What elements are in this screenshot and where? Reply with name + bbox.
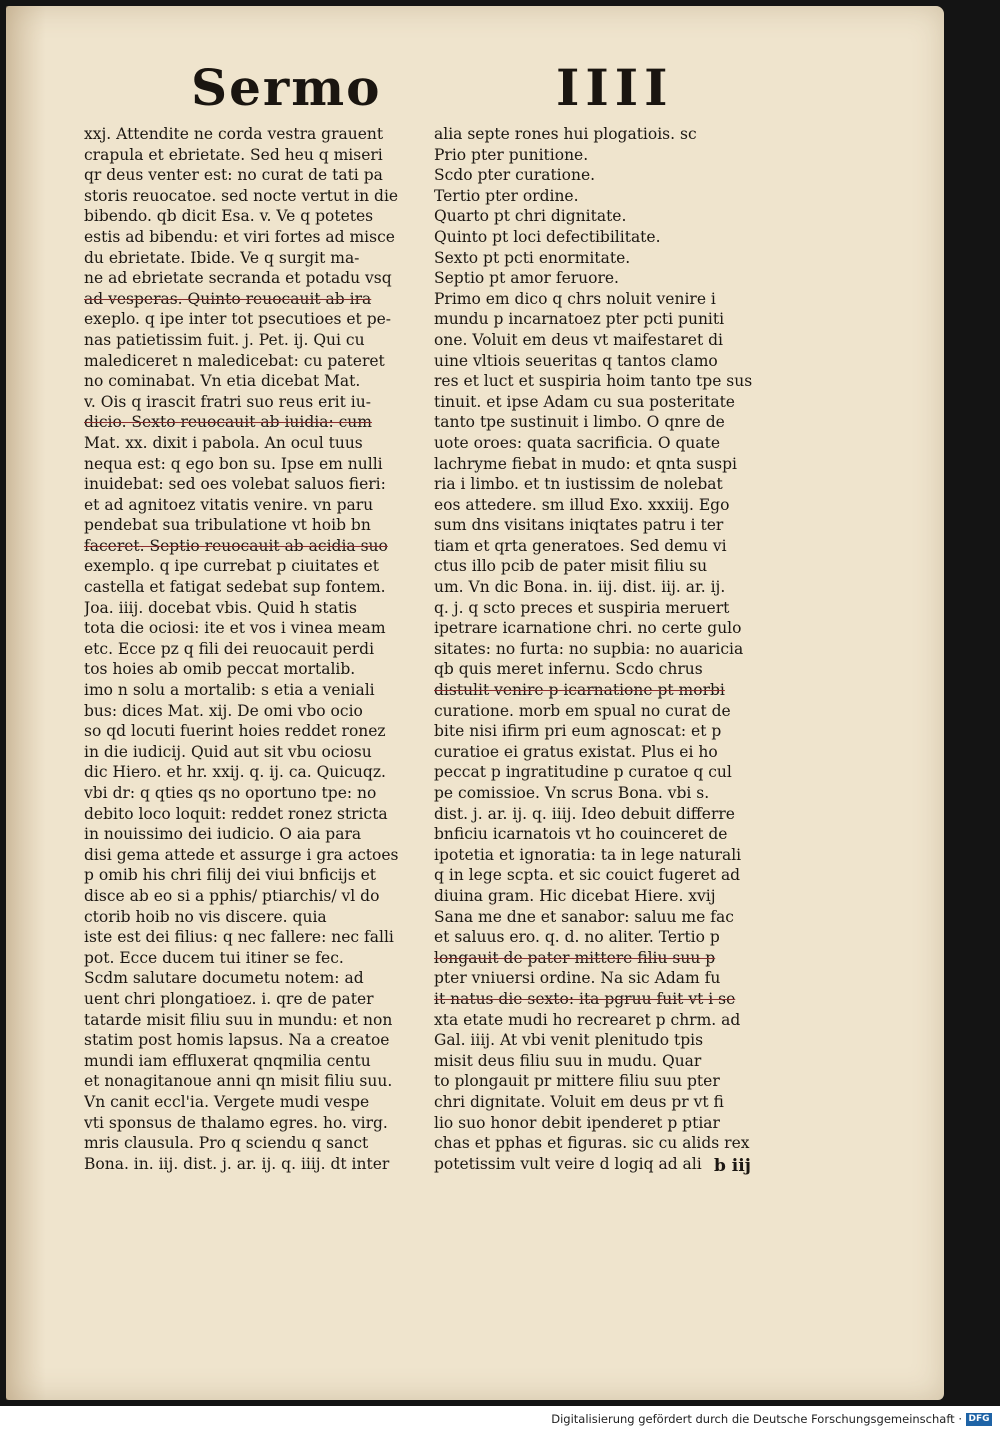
signature-mark: b iij	[714, 1156, 751, 1176]
text-column-right	[434, 124, 779, 1174]
text-line: Quarto pt chri dignitate.	[434, 207, 627, 226]
text-line: iste est dei filius: q nec fallere: nec falli	[84, 928, 394, 947]
text-line: bnficiu icarnatois vt ho couinceret de	[434, 825, 728, 844]
text-line: Tertio pter ordine.	[434, 186, 579, 205]
text-line: statim post homis lapsus. Na a creatoe	[84, 1031, 390, 1050]
text-line: it natus die sexto: ita pgruu fuit vt i se	[434, 989, 736, 1008]
text-line: tinuit. et ipse Adam cu sua posteritate	[434, 392, 735, 411]
text-line: du ebrietate. Ibide. Ve q surgit ma-	[84, 248, 360, 267]
text-line: q. j. q scto preces et suspiria meruert	[434, 598, 730, 617]
text-line: uote oroes: quata sacrificia. O quate	[434, 433, 721, 452]
text-line: mundu p incarnatoez pter pcti puniti	[434, 310, 725, 329]
text-line: castella et fatigat sedebat sup fontem.	[84, 578, 386, 597]
book-page	[6, 6, 944, 1400]
text-line: longauit de pater mittere filiu suu p	[434, 948, 716, 967]
text-line: bus: dices Mat. xij. De omi vbo ocio	[84, 701, 363, 720]
text-line: lio suo honor debit ipenderet p ptiar	[434, 1113, 720, 1132]
dfg-logo-icon: DFG	[966, 1413, 992, 1426]
text-line: imo n solu a mortalib: s etia a veniali	[84, 681, 375, 700]
text-line: qr deus venter est: no curat de tati pa	[84, 166, 383, 185]
text-line: dist. j. ar. ij. q. iiij. Ideo debuit differre	[434, 804, 735, 823]
text-line: malediceret n maledicebat: cu pateret	[84, 351, 385, 370]
text-line: no cominabat. Vn etia dicebat Mat.	[84, 372, 361, 391]
text-line: Sexto pt pcti enormitate.	[434, 248, 631, 267]
text-line: Prio pter punitione.	[434, 145, 589, 164]
text-line: bite nisi ifirm pri eum agnoscat: et p	[434, 722, 722, 741]
text-line: lachryme fiebat in mudo: et qnta suspi	[434, 454, 738, 473]
text-line: bibendo. qb dicit Esa. v. Ve q potetes	[84, 207, 374, 226]
text-line: sitates: no furta: no supbia: no auaricia	[434, 639, 744, 658]
text-line: debito loco loquit: reddet ronez stricta	[84, 804, 388, 823]
running-title: Sermo	[191, 58, 382, 117]
text-line: eos attedere. sm illud Exo. xxxiij. Ego	[434, 495, 730, 514]
text-column-left	[84, 124, 429, 1174]
text-line: Scdo pter curatione.	[434, 166, 596, 185]
text-line: Vn canit eccl'ia. Vergete mudi vespe	[84, 1092, 370, 1111]
text-line: pendebat sua tribulatione vt hoib bn	[84, 516, 371, 535]
text-line: curatioe ei gratus existat. Plus ei ho	[434, 742, 718, 761]
text-line: potetissim vult veire d logiq ad ali	[434, 1154, 702, 1173]
text-line: sum dns visitans iniqtates patru i ter	[434, 516, 724, 535]
text-line: etc. Ecce pz q fili dei reuocauit perdi	[84, 639, 375, 658]
text-line: vbi dr: q qties qs no oportuno tpe: no	[84, 784, 377, 802]
text-line: ctus illo pcib de pater misit filiu su	[434, 557, 708, 576]
text-line: exemplo. q ipe currebat p ciuitates et	[84, 557, 379, 576]
text-line: Scdm salutare documetu notem: ad	[84, 969, 364, 988]
text-line: v. Ois q irascit fratri suo reus erit iu-	[84, 392, 371, 411]
text-line: Sana me dne et sanabor: saluu me fac	[434, 907, 734, 926]
text-line: mundi iam effluxerat qnqmilia centu	[84, 1051, 371, 1070]
text-line: disi gema attede et assurge i gra actoes	[84, 845, 399, 864]
text-line: res et luct et suspiria hoim tanto tpe sus	[434, 372, 753, 391]
text-line: et ad agnitoez vitatis venire. vn paru	[84, 495, 374, 514]
text-line: crapula et ebrietate. Sed heu q miseri	[84, 145, 383, 164]
text-line: xxj. Attendite ne corda vestra grauent	[84, 125, 384, 143]
text-line: chri dignitate. Voluit em deus pr vt fi	[434, 1092, 724, 1111]
text-line: ctorib hoib no vis discere. quia	[84, 907, 327, 926]
text-line: tiam et qrta generatoes. Sed demu vi	[434, 536, 727, 555]
text-line: disce ab eo si a pphis/ ptiarchis/ vl do	[84, 886, 380, 905]
text-line: Mat. xx. dixit i pabola. An ocul tuus	[84, 433, 363, 452]
text-line: ipetrare icarnatione chri. no certe gulo	[434, 619, 742, 638]
text-line: exeplo. q ipe inter tot psecutioes et pe-	[84, 310, 392, 329]
text-line: uent chri plongatioez. i. qre de pater	[84, 989, 374, 1008]
text-line: estis ad bibendu: et viri fortes ad misce	[84, 227, 395, 246]
text-line: xta etate mudi ho recrearet p chrm. ad	[434, 1010, 741, 1029]
text-line: Septio pt amor feruore.	[434, 269, 619, 288]
text-line: alia septe rones hui plogatiois. sc	[434, 125, 697, 143]
text-line: tos hoies ab omib peccat mortalib.	[84, 660, 356, 679]
text-line: dicio. Sexto reuocauit ab iuidia: cum	[84, 413, 372, 432]
text-line: et nonagitanoue anni qn misit filiu suu.	[84, 1072, 393, 1091]
text-line: Joa. iiij. docebat vbis. Quid h statis	[84, 598, 358, 617]
folio-number: IIII	[556, 58, 674, 117]
text-line: ria i limbo. et tn iustissim de nolebat	[434, 475, 723, 494]
text-line: um. Vn dic Bona. in. iij. dist. iij. ar. ij.	[434, 578, 726, 597]
text-line: dic Hiero. et hr. xxij. q. ij. ca. Quicuqz.	[84, 763, 386, 782]
text-line: chas et pphas et figuras. sic cu alids rex	[434, 1134, 750, 1153]
text-line: pter vniuersi ordine. Na sic Adam fu	[434, 969, 721, 988]
text-line: mris clausula. Pro q sciendu q sanct	[84, 1134, 369, 1153]
text-line: Gal. iiij. At vbi venit plenitudo tpis	[434, 1031, 704, 1050]
text-line: Quinto pt loci defectibilitate.	[434, 227, 661, 246]
text-line: one. Voluit em deus vt maifestaret di	[434, 330, 724, 349]
text-line: in nouissimo dei iudicio. O aia para	[84, 825, 362, 844]
digitization-footer	[551, 1410, 992, 1428]
text-line: ipotetia et ignoratia: ta in lege naturali	[434, 845, 742, 864]
text-line: inuidebat: sed oes volebat saluos fieri:	[84, 475, 386, 494]
text-line: Primo em dico q chrs noluit venire i	[434, 289, 716, 308]
footer-text: Digitalisierung gefördert durch die Deutsche Forschungsgemeinschaft ·	[551, 1412, 962, 1426]
text-line: in die iudicij. Quid aut sit vbu ociosu	[84, 742, 372, 761]
text-line: qb quis meret infernu. Scdo chrus	[434, 660, 703, 679]
text-line: tatarde misit filiu suu in mundu: et non	[84, 1010, 393, 1029]
text-line: distulit venire p icarnatione pt morbi	[434, 681, 725, 700]
text-line: storis reuocatoe. sed nocte vertut in die	[84, 186, 399, 205]
text-line: faceret. Septio reuocauit ab acidia suo	[84, 536, 388, 555]
text-line: pot. Ecce ducem tui itiner se fec.	[84, 948, 344, 967]
text-line: pe comissioe. Vn scrus Bona. vbi s.	[434, 784, 710, 802]
text-line: vti sponsus de thalamo egres. ho. virg.	[84, 1113, 388, 1132]
text-line: tota die ociosi: ite et vos i vinea meam	[84, 619, 386, 638]
text-line: diuina gram. Hic dicebat Hiere. xvij	[434, 886, 716, 905]
text-line: q in lege scpta. et sic couict fugeret ad	[434, 866, 741, 885]
text-line: curatione. morb em spual no curat de	[434, 701, 731, 720]
text-line: nequa est: q ego bon su. Ipse em nulli	[84, 454, 383, 473]
text-line: so qd locuti fuerint hoies reddet ronez	[84, 722, 386, 741]
text-line: peccat p ingratitudine p curatoe q cul	[434, 763, 732, 782]
text-line: et saluus ero. q. d. no aliter. Tertio p	[434, 928, 720, 947]
text-line: misit deus filiu suu in mudu. Quar	[434, 1051, 702, 1070]
text-line: p omib his chri filij dei viui bnficijs et	[84, 866, 376, 885]
text-line: nas patietissim fuit. j. Pet. ij. Qui cu	[84, 330, 365, 349]
text-line: tanto tpe sustinuit i limbo. O qnre de	[434, 413, 725, 432]
text-line: Bona. in. iij. dist. j. ar. ij. q. iiij. dt inter	[84, 1154, 390, 1173]
text-line: to plongauit pr mittere filiu suu pter	[434, 1072, 720, 1091]
text-line: ad vesperas. Quinto reuocauit ab ira	[84, 289, 372, 308]
text-line: uine vltiois seueritas q tantos clamo	[434, 351, 718, 370]
text-line: ne ad ebrietate secranda et potadu vsq	[84, 269, 392, 288]
